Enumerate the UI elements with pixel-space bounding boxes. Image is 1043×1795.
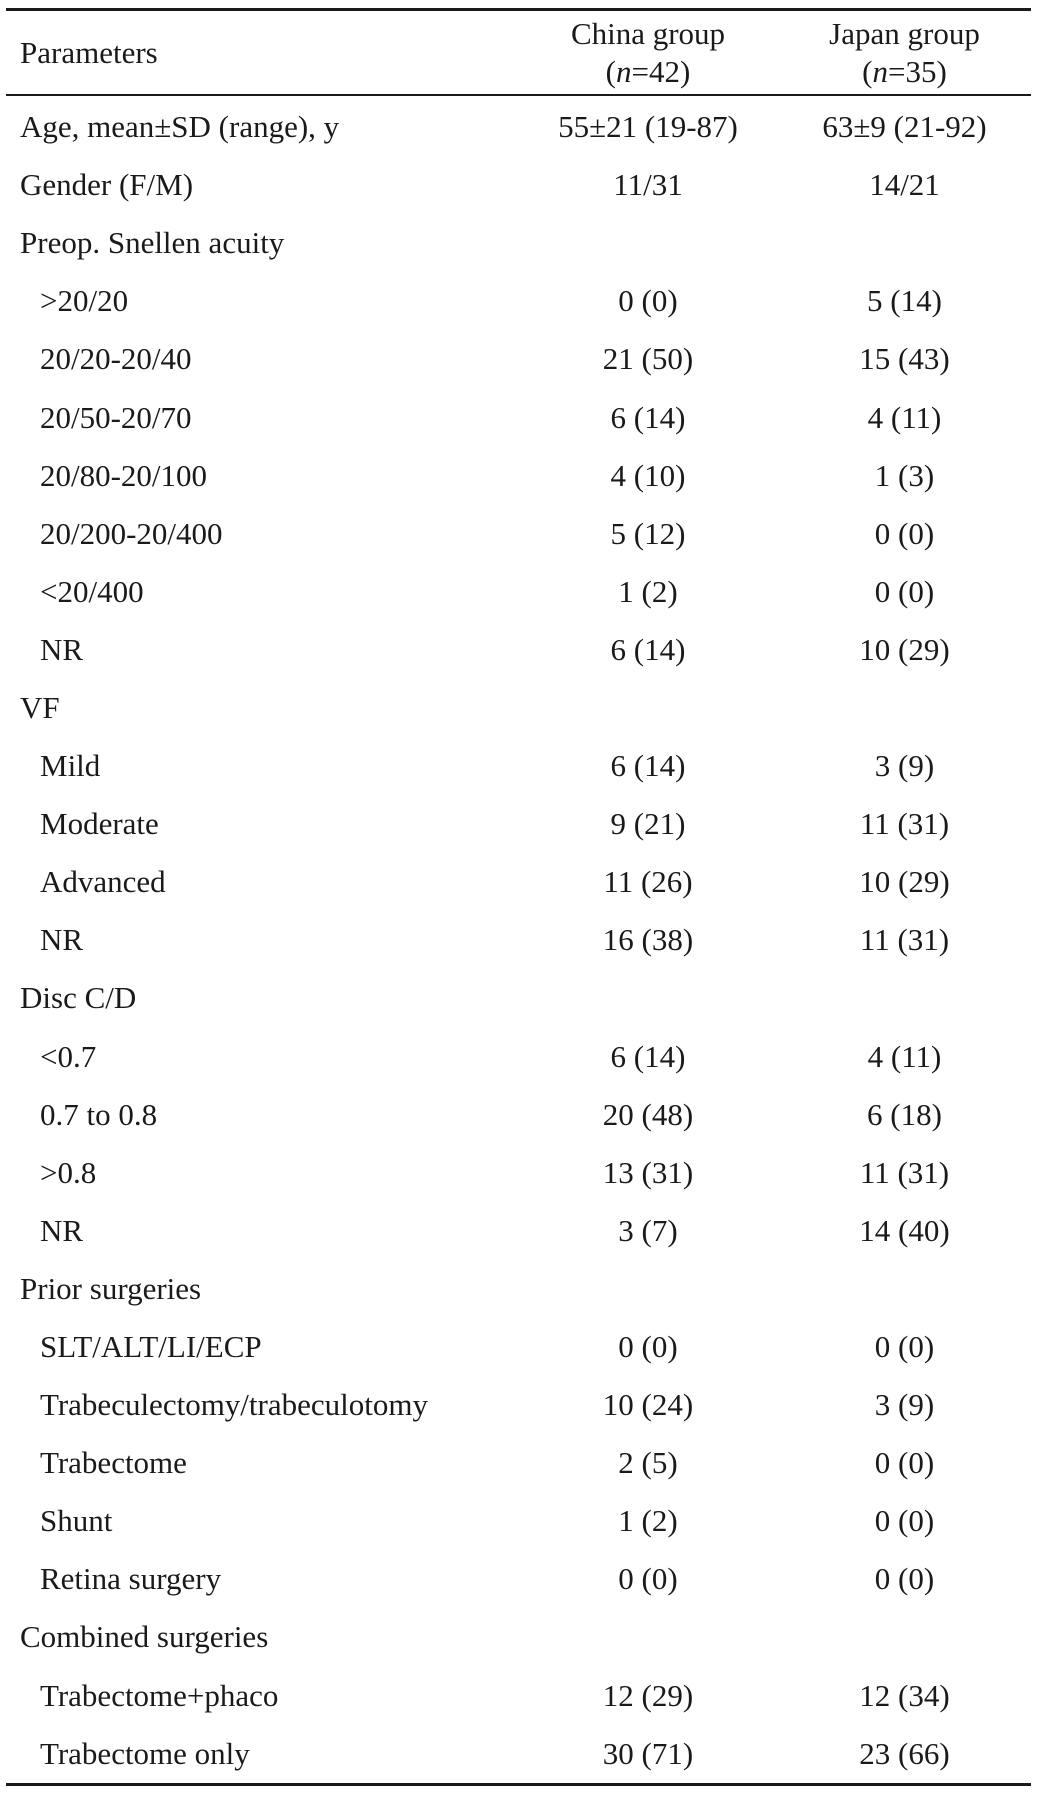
table-row — [6, 563, 1031, 621]
table-row — [6, 969, 1031, 1027]
cell-japan: 0 (0) — [874, 1329, 935, 1365]
cell-china: 3 (7) — [618, 1212, 678, 1248]
row-label: Retina surgery — [40, 1561, 222, 1597]
cell-china: 6 (14) — [610, 1038, 686, 1074]
cell-china: 11/31 — [613, 167, 683, 203]
table-row — [6, 1608, 1031, 1666]
row-label: Mild — [40, 748, 101, 784]
table-row — [6, 214, 1031, 272]
cell-china: 1 (2) — [618, 1503, 678, 1539]
table-row — [6, 1725, 1031, 1783]
table-row — [6, 447, 1031, 505]
table-row — [6, 1667, 1031, 1725]
cell-japan: 15 (43) — [859, 341, 950, 377]
header-japan-group — [778, 15, 1031, 91]
row-label: Advanced — [40, 864, 166, 900]
cell-japan: 10 (29) — [859, 864, 950, 900]
row-label: Gender (F/M) — [20, 167, 194, 203]
cell-japan: 10 (29) — [859, 631, 950, 667]
table-header — [6, 11, 1031, 94]
row-label: 20/50-20/70 — [40, 399, 192, 435]
cell-japan: 23 (66) — [859, 1735, 950, 1771]
header-japan-title: Japan group — [829, 15, 980, 51]
table-row — [6, 795, 1031, 853]
row-label: Shunt — [40, 1503, 113, 1539]
cell-japan: 14 (40) — [859, 1212, 950, 1248]
table-row — [6, 1028, 1031, 1086]
cell-china: 16 (38) — [602, 922, 694, 958]
table-row — [6, 1318, 1031, 1376]
cell-china: 55±21 (19-87) — [558, 109, 738, 145]
cell-china: 13 (31) — [602, 1154, 694, 1190]
table-row — [6, 621, 1031, 679]
cell-china: 2 (5) — [618, 1445, 678, 1481]
cell-china: 11 (26) — [603, 864, 693, 900]
cell-china: 0 (0) — [618, 1561, 678, 1597]
table-row — [6, 1434, 1031, 1492]
table-row — [6, 505, 1031, 563]
table-row — [6, 1086, 1031, 1144]
cell-china: 12 (29) — [602, 1677, 694, 1713]
cell-china: 30 (71) — [602, 1735, 694, 1771]
row-label: Combined surgeries — [20, 1619, 269, 1655]
table-row — [6, 737, 1031, 795]
table-row — [6, 679, 1031, 737]
row-label: NR — [40, 631, 84, 667]
cell-japan: 5 (14) — [867, 283, 942, 319]
row-label: Trabectome+phaco — [40, 1677, 279, 1713]
cell-japan: 3 (9) — [874, 1387, 935, 1423]
cell-china: 6 (14) — [610, 399, 686, 435]
cell-japan: 12 (34) — [859, 1677, 950, 1713]
cell-japan: 11 (31) — [859, 1154, 950, 1190]
row-label: 0.7 to 0.8 — [40, 1096, 158, 1132]
table-row — [6, 1492, 1031, 1550]
row-label: Moderate — [40, 806, 159, 842]
table-row — [6, 1144, 1031, 1202]
row-label: Trabectome — [40, 1445, 187, 1481]
cell-japan: 11 (31) — [859, 806, 950, 842]
cell-japan: 6 (18) — [867, 1096, 942, 1132]
table-row — [6, 1376, 1031, 1434]
table-bottom-rule — [6, 1783, 1031, 1786]
table-row — [6, 1550, 1031, 1608]
table-row — [6, 98, 1031, 156]
cell-japan: 0 (0) — [874, 1445, 935, 1481]
table-row — [6, 156, 1031, 214]
row-label: Trabectome only — [40, 1735, 250, 1771]
cell-japan: 0 (0) — [874, 515, 935, 551]
header-japan-n-value: =35) — [888, 53, 947, 89]
header-japan-n: (n=35) — [862, 53, 947, 89]
table-row — [6, 1260, 1031, 1318]
header-parameters: Parameters — [20, 34, 158, 70]
row-label: NR — [40, 1212, 84, 1248]
header-japan-n-var: n — [872, 53, 888, 89]
cell-china: 4 (10) — [610, 457, 686, 493]
table-body — [6, 96, 1031, 1783]
row-label: 20/80-20/100 — [40, 457, 208, 493]
header-china-n-var: n — [616, 53, 632, 89]
cell-japan: 11 (31) — [859, 922, 950, 958]
cell-japan: 63±9 (21-92) — [822, 109, 987, 145]
row-label: <0.7 — [40, 1038, 97, 1074]
cell-china: 20 (48) — [602, 1096, 694, 1132]
cell-china: 0 (0) — [618, 1329, 678, 1365]
cell-japan: 4 (11) — [867, 399, 942, 435]
row-label: Trabeculectomy/trabeculotomy — [40, 1387, 428, 1423]
cell-japan: 1 (3) — [874, 457, 935, 493]
header-china-n: (n=42) — [605, 53, 691, 89]
row-label: 20/200-20/400 — [40, 515, 223, 551]
cell-china: 10 (24) — [602, 1387, 694, 1423]
row-label: Prior surgeries — [20, 1270, 202, 1306]
data-table — [6, 0, 1031, 1786]
header-china-n-value: =42) — [631, 53, 691, 89]
cell-china: 5 (12) — [610, 515, 686, 551]
cell-japan: 4 (11) — [867, 1038, 942, 1074]
cell-japan: 0 (0) — [874, 1503, 935, 1539]
row-label: 20/20-20/40 — [40, 341, 192, 377]
cell-japan: 14/21 — [869, 167, 940, 203]
cell-china: 6 (14) — [610, 631, 686, 667]
table-row — [6, 388, 1031, 446]
row-label: >20/20 — [40, 283, 129, 319]
cell-china: 1 (2) — [618, 573, 678, 609]
header-china-title: China group — [570, 15, 726, 51]
table-row — [6, 853, 1031, 911]
row-label: NR — [40, 922, 84, 958]
row-label: SLT/ALT/LI/ECP — [40, 1329, 262, 1365]
cell-japan: 0 (0) — [874, 1561, 935, 1597]
row-label: <20/400 — [40, 573, 144, 609]
row-label: Preop. Snellen acuity — [20, 225, 285, 261]
cell-china: 9 (21) — [610, 806, 686, 842]
table-row — [6, 1202, 1031, 1260]
row-label: Disc C/D — [20, 980, 137, 1016]
cell-china: 21 (50) — [602, 341, 694, 377]
table-row — [6, 330, 1031, 388]
table-row — [6, 911, 1031, 969]
table-row — [6, 272, 1031, 330]
row-label: VF — [20, 689, 60, 725]
cell-japan: 3 (9) — [874, 748, 935, 784]
cell-china: 6 (14) — [610, 748, 686, 784]
header-china-group — [518, 15, 778, 91]
cell-china: 0 (0) — [618, 283, 678, 319]
row-label: Age, mean±SD (range), y — [20, 109, 340, 145]
cell-japan: 0 (0) — [874, 573, 935, 609]
row-label: >0.8 — [40, 1154, 97, 1190]
